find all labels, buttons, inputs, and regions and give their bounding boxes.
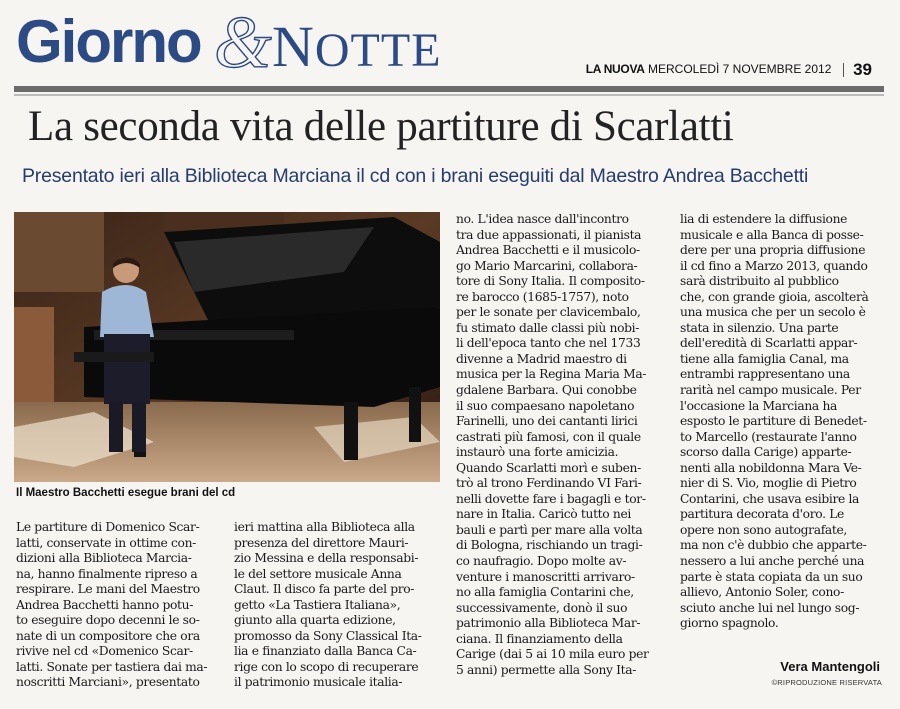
header-rule-thin bbox=[14, 94, 884, 96]
text-line: rarità nel campo musicale. Per bbox=[680, 383, 861, 398]
page-number: 39 bbox=[853, 60, 872, 79]
text-line: l'occasione la Marciana ha bbox=[680, 398, 838, 413]
text-line: ma non c'è dubbio che apparte- bbox=[680, 538, 867, 553]
text-line: noscritti Marciani», presentato bbox=[16, 675, 200, 690]
text-line: lia di estendere la diffusione bbox=[680, 212, 848, 226]
text-line: lia e finanziato dalla Banca Ca- bbox=[234, 644, 417, 659]
text-line: una musica che per un secolo è bbox=[680, 305, 866, 320]
text-line: Carige (dai 5 ai 10 mila euro per bbox=[456, 647, 649, 662]
subheadline: Presentato ieri alla Biblioteca Marciana il cd con i brani eseguiti dal Maestro Andrea Bacchetti bbox=[22, 165, 809, 187]
text-line: promosso da Sony Classical Ita- bbox=[234, 628, 422, 643]
text-line: castrati più famosi, con il quale bbox=[456, 429, 641, 444]
text-line: giorno spagnolo. bbox=[680, 616, 779, 631]
text-line: 5 anni) permette alla Sony Ita- bbox=[456, 662, 637, 677]
text-line: patrimonio alla Biblioteca Mar- bbox=[456, 616, 641, 631]
text-line: dizioni alla Biblioteca Marcia- bbox=[16, 551, 192, 566]
text-line: Contarini, che usava esibire la bbox=[680, 491, 860, 506]
text-line: na, hanno finalmente ripreso a bbox=[16, 566, 198, 581]
text-line: go Mario Marcarini, collabora- bbox=[456, 258, 638, 273]
text-line: zio Messina e della responsabi- bbox=[234, 551, 419, 566]
text-line: scorso dalla Carige) apparte- bbox=[680, 445, 852, 460]
text-line: musica per la Regina Maria Ma- bbox=[456, 367, 647, 382]
article-column-1 bbox=[16, 520, 220, 691]
article-column-2 bbox=[234, 520, 440, 691]
text-line: nenti alla nobildonna Mara Ve- bbox=[680, 460, 862, 475]
text-line: divenne a Madrid maestro di bbox=[456, 351, 627, 366]
text-line: re barocco (1685-1757), noto bbox=[456, 289, 629, 304]
text-line: partitura decorata d'oro. Le bbox=[680, 507, 844, 522]
masthead-title-left: Giorno bbox=[16, 8, 201, 75]
text-line: co naufragio. Dopo molte av- bbox=[456, 554, 627, 569]
article-column-4 bbox=[680, 212, 886, 632]
masthead-ampersand: & bbox=[214, 2, 272, 84]
text-line: dere per una propria diffusione bbox=[680, 243, 866, 258]
author-byline: Vera Mantengoli bbox=[780, 659, 880, 674]
text-line: Le partiture di Domenico Scar- bbox=[16, 520, 200, 534]
text-line: stata in silenzio. Una parte bbox=[680, 320, 839, 335]
text-line: di Bologna, rischiando un tragi- bbox=[456, 538, 643, 553]
text-line: rige con lo scopo di recuperare bbox=[234, 659, 419, 674]
text-line: opere non sono autografate, bbox=[680, 522, 847, 537]
brand-name: LA NUOVA bbox=[585, 62, 645, 77]
text-line: ieri mattina alla Biblioteca alla bbox=[234, 520, 415, 534]
text-line: le del settore musicale Anna bbox=[234, 566, 402, 581]
text-line: latti, conservate in ottime con- bbox=[16, 535, 196, 550]
text-line: venture i manoscritti arrivaro- bbox=[456, 569, 635, 584]
text-line: nier di S. Vio, moglie di Pietro bbox=[680, 476, 857, 491]
text-line: tiene alla famiglia Canal, ma bbox=[680, 351, 849, 366]
issue-date: MERCOLEDÌ 7 NOVEMBRE 2012 bbox=[647, 62, 832, 77]
text-line: entrambi rappresentano una bbox=[680, 367, 850, 382]
text-line: respirare. Le mani del Maestro bbox=[16, 582, 200, 597]
text-line: giunto alla quarta edizione, bbox=[234, 613, 396, 628]
text-line: ciana. Il finanziamento della bbox=[456, 631, 623, 646]
text-line: il patrimonio musicale italia- bbox=[234, 675, 403, 690]
photo-illustration bbox=[14, 212, 440, 482]
text-line: tore di Sony Italia. Il composito- bbox=[456, 274, 645, 289]
text-line: to Marcello (restaurate l'anno bbox=[680, 429, 857, 444]
headline: La seconda vita delle partiture di Scarlatti bbox=[28, 103, 734, 150]
text-line: nare in Italia. Caricò tutto nei bbox=[456, 507, 631, 522]
text-line: per le sonate per clavicembalo, bbox=[456, 305, 641, 320]
text-line: no. L'idea nasce dall'incontro bbox=[456, 212, 629, 226]
text-line: presenza del direttore Mauri- bbox=[234, 535, 409, 550]
text-line: instaurò una forte amicizia. bbox=[456, 445, 619, 460]
text-line: latti. Sonate per tastiera dai ma- bbox=[16, 659, 208, 674]
text-line: Claut. Il disco fa parte del pro- bbox=[234, 582, 415, 597]
copyright-notice: ©RIPRODUZIONE RISERVATA bbox=[771, 678, 882, 687]
text-line: parte è stata copiata da un suo bbox=[680, 569, 863, 584]
text-line: il cd fino a Marzo 2013, quando bbox=[680, 258, 868, 273]
text-line: to eseguire dopo decenni le so- bbox=[16, 613, 200, 628]
text-line: successivamente, donò il suo bbox=[456, 600, 628, 615]
article-column-3 bbox=[456, 212, 664, 678]
text-line: gdalene Barbara. Qui conobbe bbox=[456, 383, 637, 398]
text-line: li dell'epoca tanto che nel 1733 bbox=[456, 336, 641, 351]
text-line: tra due appassionati, il pianista bbox=[456, 227, 642, 242]
text-line: Farinelli, uno dei cantanti lirici bbox=[456, 414, 638, 429]
text-line: il suo compaesano napoletano bbox=[456, 398, 635, 413]
text-line: dell'eredità di Scarlatti appar- bbox=[680, 336, 858, 351]
header-rule bbox=[14, 86, 884, 92]
pianist-photo bbox=[14, 212, 440, 482]
text-line: nessero a lui anche perché una bbox=[680, 554, 865, 569]
text-line: Andrea Bacchetti e il musicolo- bbox=[456, 243, 640, 258]
text-line: rivive nel cd «Domenico Scar- bbox=[16, 644, 193, 659]
photo-caption: Il Maestro Bacchetti esegue brani del cd bbox=[16, 487, 236, 499]
text-line: musicale e alla Banca di posse- bbox=[680, 227, 864, 242]
text-line: fu stimato dalle classi più nobi- bbox=[456, 320, 640, 335]
text-line: trò al trono Ferdinando VI Fari- bbox=[456, 476, 642, 491]
text-line: no alla famiglia Contarini che, bbox=[456, 585, 634, 600]
text-line: che, con grande gioia, ascolterà bbox=[680, 289, 869, 304]
text-line: getto «La Tastiera Italiana», bbox=[234, 597, 401, 612]
text-line: Quando Scarlatti morì e suben- bbox=[456, 460, 641, 475]
masthead-title-right: NOTTE bbox=[272, 14, 442, 79]
text-line: nate di un compositore che ora bbox=[16, 628, 200, 643]
divider bbox=[843, 63, 844, 77]
text-line: esposto le partiture di Benedet- bbox=[680, 414, 867, 429]
text-line: nelli dovette fare i bagagli e tor- bbox=[456, 491, 646, 506]
text-line: sciuto anche lui nel lungo sog- bbox=[680, 600, 860, 615]
text-line: bauli e partì per mare alla volta bbox=[456, 522, 643, 537]
text-line: allievo, Antonio Soler, cono- bbox=[680, 585, 844, 600]
text-line: Andrea Bacchetti hanno potu- bbox=[16, 597, 194, 612]
text-line: sarà distribuito al pubblico bbox=[680, 274, 839, 289]
publication-info bbox=[586, 60, 872, 80]
